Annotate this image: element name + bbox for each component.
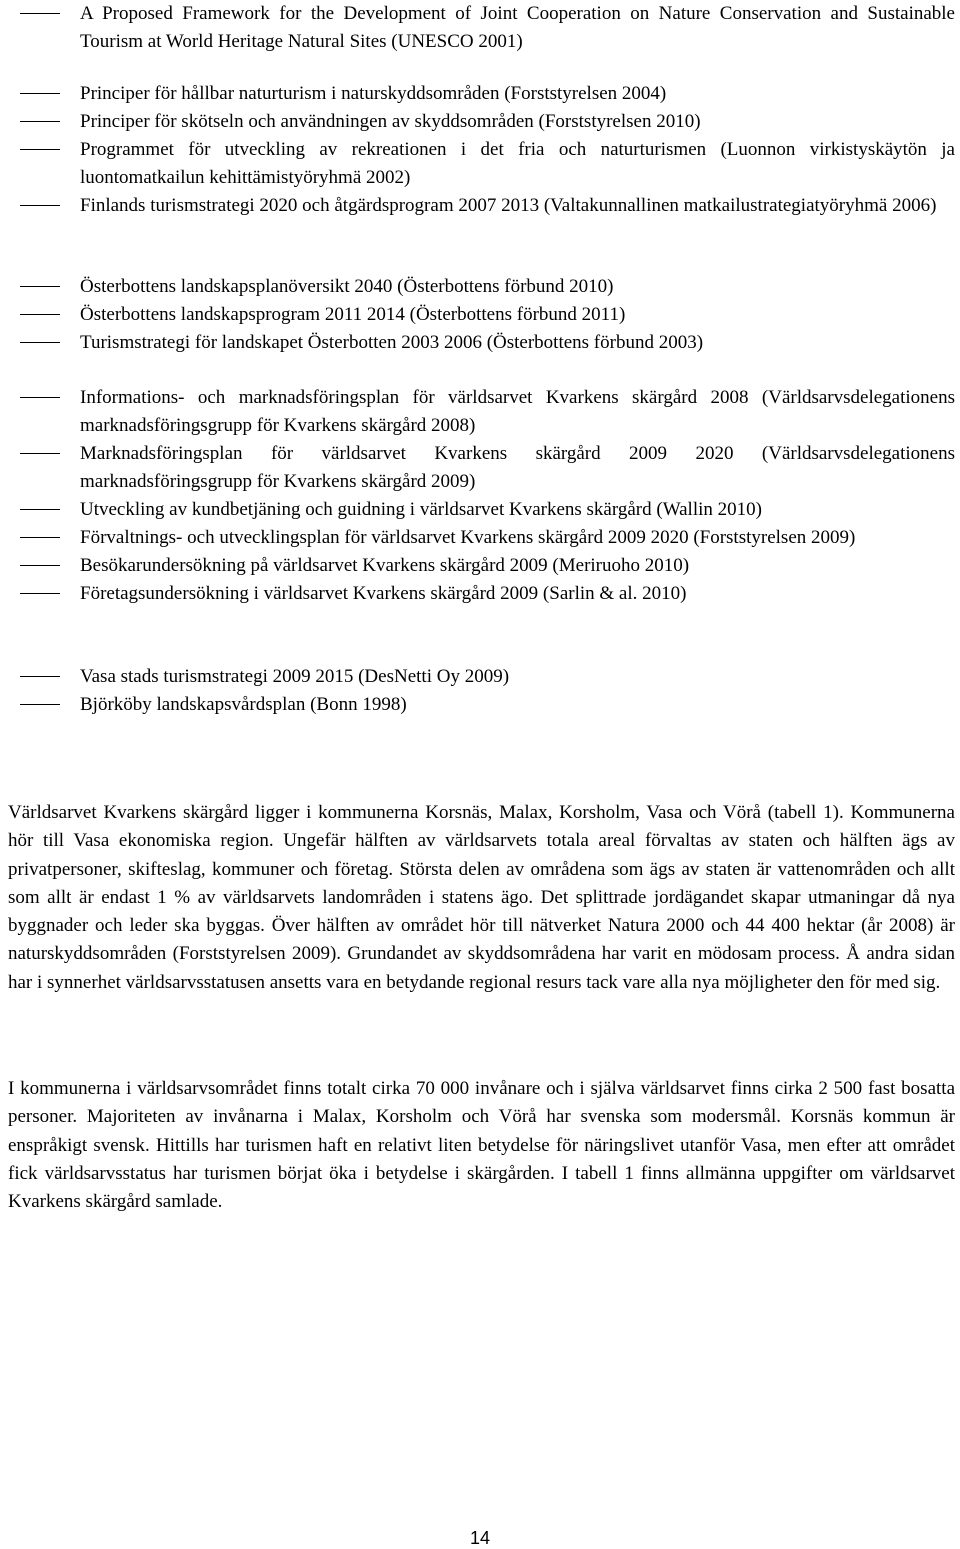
list-item (20, 580, 955, 608)
reference-list-national (20, 80, 955, 220)
page-number: 14 (469, 1528, 491, 1548)
dash-bullet-icon (20, 509, 60, 510)
list-item (20, 384, 955, 440)
list-item-text: Informations- och marknadsföringsplan för världsarvet Kvarkens skärgård 2008 (Världsarvsdelegationens marknadsföringsgrupp för Kvarkens skärgård 2008) (80, 387, 955, 436)
list-item (20, 691, 955, 719)
dash-bullet-icon (20, 565, 60, 566)
dash-bullet-icon (20, 342, 60, 343)
list-item (20, 524, 955, 552)
reference-list-international (20, 0, 955, 56)
list-item (20, 80, 955, 108)
list-item (20, 440, 955, 496)
dash-bullet-icon (20, 13, 60, 14)
list-item (20, 108, 955, 136)
list-item (20, 329, 955, 357)
list-item-text: Turismstrategi för landskapet Österbotten 2003 2006 (Österbottens förbund 2003) (80, 332, 704, 353)
dash-bullet-icon (20, 453, 60, 454)
list-item-text: Österbottens landskapsprogram 2011 2014 (Österbottens förbund 2011) (80, 304, 626, 325)
list-item-text: Programmet för utveckling av rekreationen i det fria och naturturismen (Luonnon virkistyskäytön ja luontomatkailun kehittämistyöryhmä 2002) (80, 139, 955, 188)
dash-bullet-icon (20, 397, 60, 398)
list-item-text: Österbottens landskapsplanöversikt 2040 (Österbottens förbund 2010) (80, 276, 614, 297)
reference-list-regional (20, 273, 955, 357)
list-item-text: Björköby landskapsvårdsplan (Bonn 1998) (80, 694, 407, 715)
list-item-text: Företagsundersökning i världsarvet Kvarkens skärgård 2009 (Sarlin & al. 2010) (80, 583, 687, 604)
dash-bullet-icon (20, 593, 60, 594)
reference-list-world-heritage (20, 384, 955, 608)
dash-bullet-icon (20, 704, 60, 705)
list-item (20, 273, 955, 301)
list-item (20, 192, 955, 220)
dash-bullet-icon (20, 676, 60, 677)
list-item-text: Utveckling av kundbetjäning och guidning i världsarvet Kvarkens skärgård (Wallin 2010) (80, 499, 762, 520)
list-item-text: Marknadsföringsplan för världsarvet Kvarkens skärgård 2009 2020 (Världsarvsdelegationens marknadsföringsgrupp för Kvarkens skärgård 2009) (80, 443, 955, 492)
dash-bullet-icon (20, 121, 60, 122)
dash-bullet-icon (20, 93, 60, 94)
list-item (20, 0, 955, 56)
list-item (20, 496, 955, 524)
list-item-text: Vasa stads turismstrategi 2009 2015 (DesNetti Oy 2009) (80, 666, 510, 687)
list-item (20, 552, 955, 580)
list-item (20, 663, 955, 691)
list-item-text: Principer för hållbar naturturism i naturskyddsområden (Forststyrelsen 2004) (80, 83, 667, 104)
dash-bullet-icon (20, 537, 60, 538)
list-item-text: Finlands turismstrategi 2020 och åtgärdsprogram 2007 2013 (Valtakunnallinen matkailustrategiatyöryhmä 2006) (80, 195, 937, 216)
list-item-text: Besökarundersökning på världsarvet Kvarkens skärgård 2009 (Meriruoho 2010) (80, 555, 690, 576)
list-item (20, 136, 955, 192)
reference-list-local (20, 663, 955, 719)
list-item-text: Principer för skötseln och användningen av skyddsområden (Forststyrelsen 2010) (80, 111, 701, 132)
dash-bullet-icon (20, 205, 60, 206)
dash-bullet-icon (20, 286, 60, 287)
dash-bullet-icon (20, 149, 60, 150)
list-item-text: Förvaltnings- och utvecklingsplan för världsarvet Kvarkens skärgård 2009 2020 (Forststyrelsen 2009) (80, 527, 856, 548)
list-item (20, 301, 955, 329)
dash-bullet-icon (20, 314, 60, 315)
body-paragraph: Världsarvet Kvarkens skärgård ligger i kommunerna Korsnäs, Malax, Korsholm, Vasa och Vörå (tabell 1). Kommunerna hör till Vasa ekonomiska region. Ungefär hälften av världsarvets totala areal förvaltas av staten och hälften ägs av privatpersoner, skifteslag, kommuner och företag. Största delen av områdena som ägs av staten är vattenområden och allt som allt är endast 1 % av världsarvets landområden i statens ägo. Det splittrade jordägandet skapar utmaningar då nya byggnader och leder ska byggas. Över hälften av området hör till nätverket Natura 2000 och 44 400 hektar (år 2008) är naturskyddsområden (Forststyrelsen 2009). Grundandet av skyddsområdena har varit en mödosam process. Å andra sidan har i synnerhet världsarvsstatusen ansetts vara en betydande regional resurs tack vare alla nya möjligheter den för med sig. (8, 802, 955, 993)
body-paragraph: I kommunerna i världsarvsområdet finns totalt cirka 70 000 invånare och i själva världsarvet finns cirka 2 500 fast bosatta personer. Majoriteten av invånarna i Malax, Korsholm och Vörå har svenska som modersmål. Korsnäs kommun är enspråkigt svensk. Hittills har turismen haft en relativt liten betydelse för näringslivet utanför Vasa, men efter att området fick världsarvsstatus har turismen börjat öka i betydelse i skärgården. I tabell 1 finns allmänna uppgifter om världsarvet Kvarkens skärgård samlade. (8, 1078, 955, 1213)
list-item-text: A Proposed Framework for the Development of Joint Cooperation on Nature Conservation and Sustainable Tourism at World Heritage Natural Sites (UNESCO 2001) (80, 3, 955, 52)
